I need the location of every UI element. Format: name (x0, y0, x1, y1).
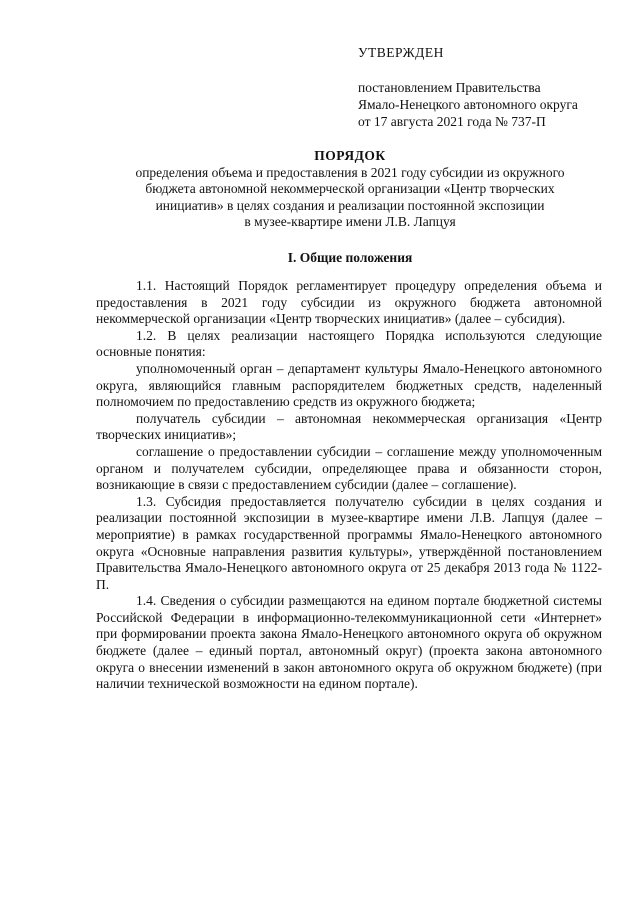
document-subtitle-line: определения объема и предоставления в 2021 году субсидии из окружного (135, 164, 565, 180)
document-subtitle-line: в музее-квартире имени Л.В. Лапцуя (244, 214, 456, 229)
paragraph: 1.3. Субсидия предоставляется получателю субсидии в целях создания и реализации постоянной экспозиции в музее-квартире имени Л.В. Лапцуя (далее – мероприятие) в рамках государственной программы Ямало-Ненецкого автономного округа «Основные направления развития культуры», утверждённой постановлением Правительства Ямало-Ненецкого автономного округа от 25 декабря 2013 года № 1122-П. (96, 493, 602, 592)
approval-line: постановлением Правительства (358, 80, 541, 95)
paragraph: соглашение о предоставлении субсидии – соглашение между уполномоченным органом и получателем субсидии, определяющее права и обязанности сторон, возникающие в связи с предоставлением субсидии (далее – соглашение). (96, 443, 602, 493)
document-title: ПОРЯДОК (314, 148, 386, 163)
approval-heading: УТВЕРЖДЕН (358, 45, 444, 60)
document-title-block (100, 148, 600, 231)
paragraph: уполномоченный орган – департамент культуры Ямало-Ненецкого автономного округа, являющийся главным распорядителем бюджетных средств, наделенный полномочием по предоставлению средств из окружного бюджета; (96, 360, 602, 410)
paragraph: 1.2. В целях реализации настоящего Порядка используются следующие основные понятия: (96, 327, 602, 360)
document-body (96, 278, 602, 693)
paragraph: получатель субсидии – автономная некоммерческая организация «Центр творческих инициатив»; (96, 410, 602, 443)
document-subtitle-line: инициатив» в целях создания и реализации постоянной экспозиции (155, 197, 545, 213)
approval-line: от 17 августа 2021 года № 737-П (358, 114, 546, 129)
paragraph: 1.4. Сведения о субсидии размещаются на едином портале бюджетной системы Российской Федерации в информационно-телекоммуникационной сети «Интернет» при формировании проекта закона Ямало-Ненецкого автономного округа об окружном бюджете (далее – единый портал, автономный округ) (проекта закона автономного округа о внесении изменений в закон автономного округа об окружном бюджете) (при наличии технической возможности на едином портале). (96, 593, 602, 692)
approval-stamp (358, 44, 618, 130)
approval-line: Ямало-Ненецкого автономного округа (358, 97, 578, 112)
paragraph: 1.1. Настоящий Порядок регламентирует процедуру определения объема и предоставления в 2021 году субсидии из окружного бюджета автономной некоммерческой организации «Центр творческих инициатив» (далее – субсидия). (96, 278, 602, 327)
section-heading: I. Общие положения (287, 250, 413, 265)
document-subtitle-line: бюджета автономной некоммерческой организации «Центр творческих (145, 181, 555, 196)
